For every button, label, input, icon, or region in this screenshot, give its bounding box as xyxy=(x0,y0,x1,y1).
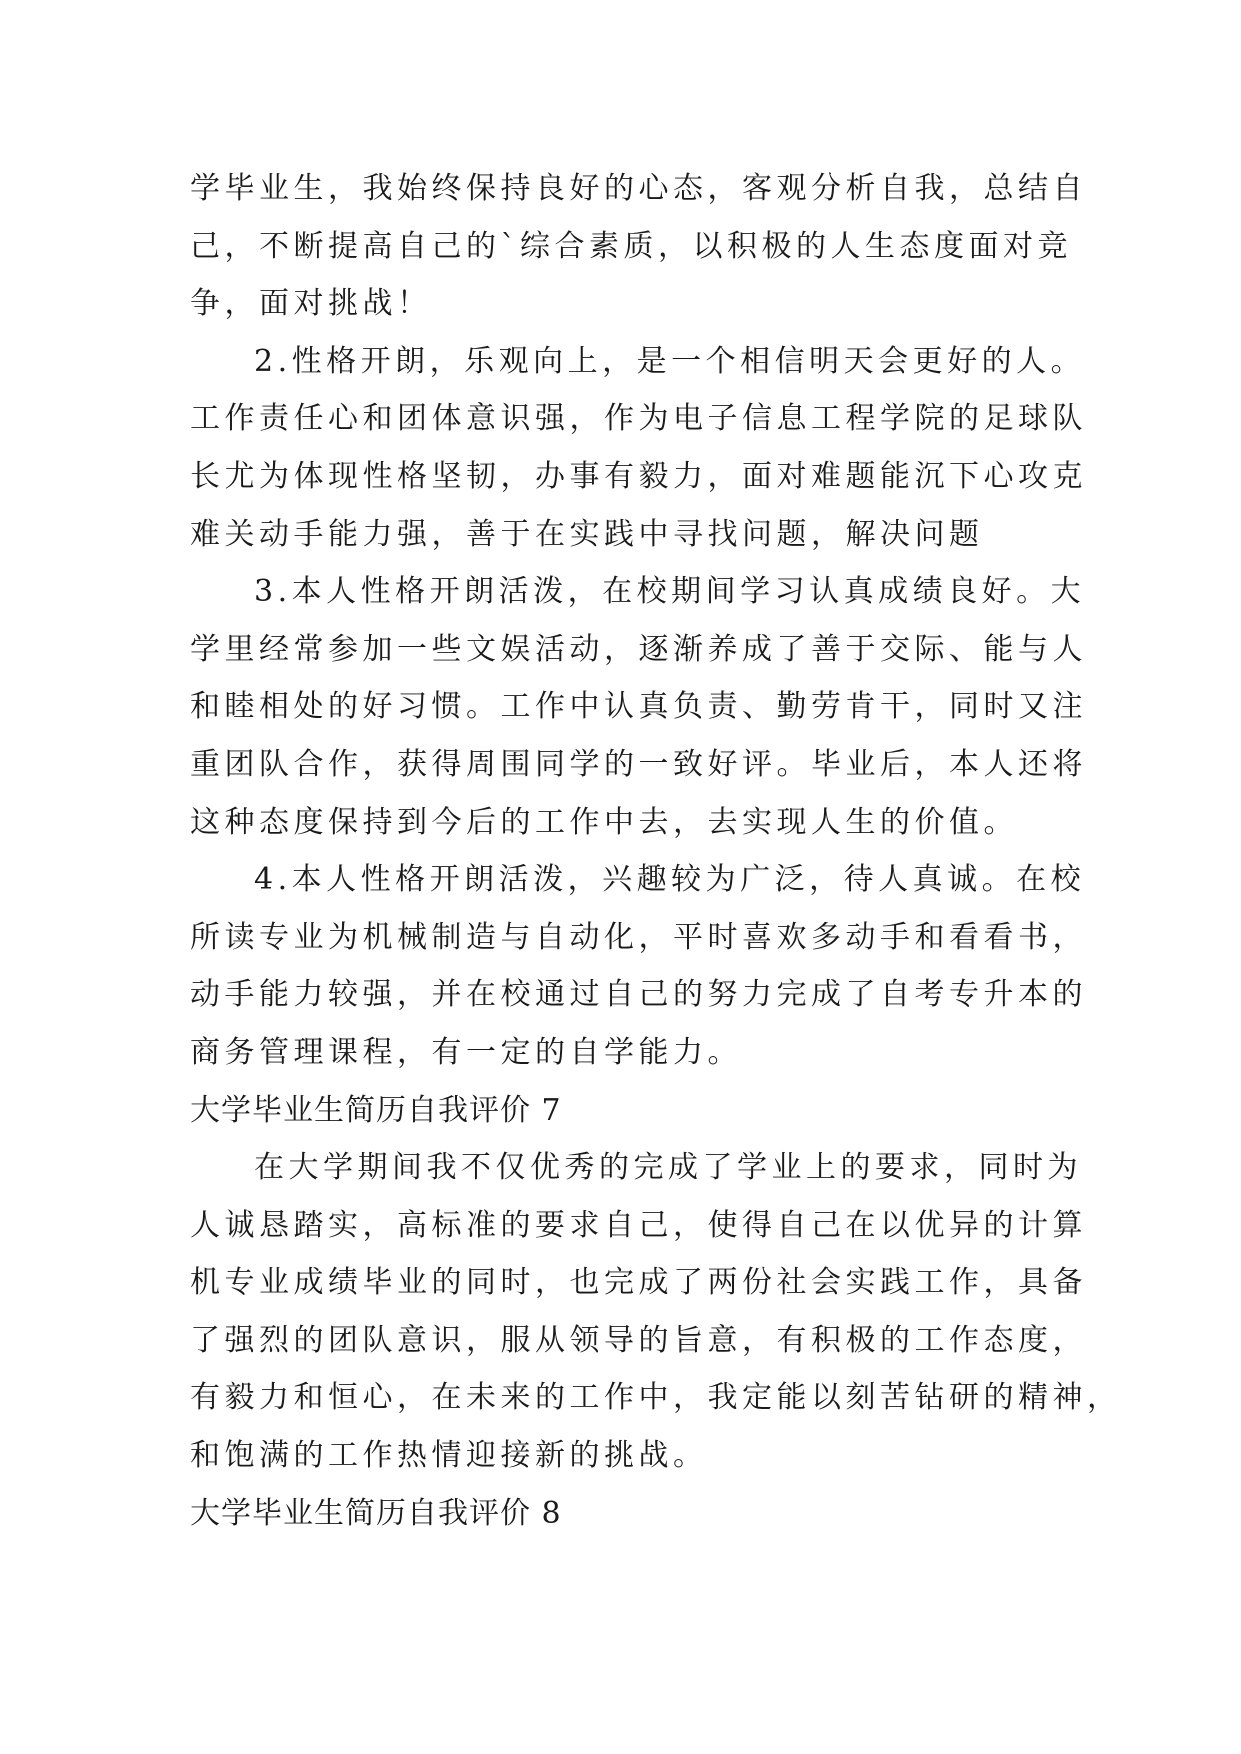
paragraph-4-line-2: 所读专业为机械制造与自动化，平时喜欢多动手和看看书， xyxy=(190,919,1087,955)
paragraph-2-line-2: 工作责任心和团体意识强，作为电子信息工程学院的足球队 xyxy=(190,401,1087,437)
section-heading-7: 大学毕业生简历自我评价 7 xyxy=(190,1092,562,1128)
paragraph-4-line-1: 4.本人性格开朗活泼，兴趣较为广泛，待人真诚。在校 xyxy=(254,862,1086,898)
paragraph-3-line-1: 3.本人性格开朗活泼，在校期间学习认真成绩良好。大 xyxy=(254,574,1086,610)
paragraph-1-line-3: 争，面对挑战！ xyxy=(190,286,432,322)
paragraph-5-line-5: 有毅力和恒心，在未来的工作中，我定能以刻苦钻研的精神， xyxy=(190,1380,1122,1416)
paragraph-5-line-1: 在大学期间我不仅优秀的完成了学业上的要求，同时为 xyxy=(254,1150,1082,1186)
paragraph-1-line-2: 己，不断提高自己的`综合素质，以积极的人生态度面对竞 xyxy=(190,228,1072,264)
paragraph-5-line-6: 和饱满的工作热情迎接新的挑战。 xyxy=(190,1438,708,1474)
paragraph-3-line-5: 这种态度保持到今后的工作中去，去实现人生的价值。 xyxy=(190,804,1018,840)
paragraph-3-line-2: 学里经常参加一些文娱活动，逐渐养成了善于交际、能与人 xyxy=(190,631,1087,667)
paragraph-2-line-4: 难关动手能力强，善于在实践中寻找问题，解决问题 xyxy=(190,516,984,552)
paragraph-2-line-1: 2.性格开朗，乐观向上，是一个相信明天会更好的人。 xyxy=(254,343,1086,379)
document-body xyxy=(190,160,1122,1542)
section-heading-8: 大学毕业生简历自我评价 8 xyxy=(190,1495,562,1531)
paragraph-4-line-3: 动手能力较强，并在校通过自己的努力完成了自考专升本的 xyxy=(190,977,1087,1013)
paragraph-3-line-4: 重团队合作，获得周围同学的一致好评。毕业后，本人还将 xyxy=(190,746,1087,782)
paragraph-4-line-4: 商务管理课程，有一定的自学能力。 xyxy=(190,1034,742,1070)
paragraph-2-line-3: 长尤为体现性格坚韧，办事有毅力，面对难题能沉下心攻克 xyxy=(190,458,1087,494)
paragraph-5-line-3: 机专业成绩毕业的同时，也完成了两份社会实践工作，具备 xyxy=(190,1265,1087,1301)
paragraph-3-line-3: 和睦相处的好习惯。工作中认真负责、勤劳肯干，同时又注 xyxy=(190,689,1087,725)
paragraph-5-line-4: 了强烈的团队意识，服从领导的旨意，有积极的工作态度， xyxy=(190,1322,1087,1358)
paragraph-1-line-1: 学毕业生，我始终保持良好的心态，客观分析自我，总结自 xyxy=(190,171,1087,206)
paragraph-5-line-2: 人诚恳踏实，高标准的要求自己，使得自己在以优异的计算 xyxy=(190,1207,1087,1243)
